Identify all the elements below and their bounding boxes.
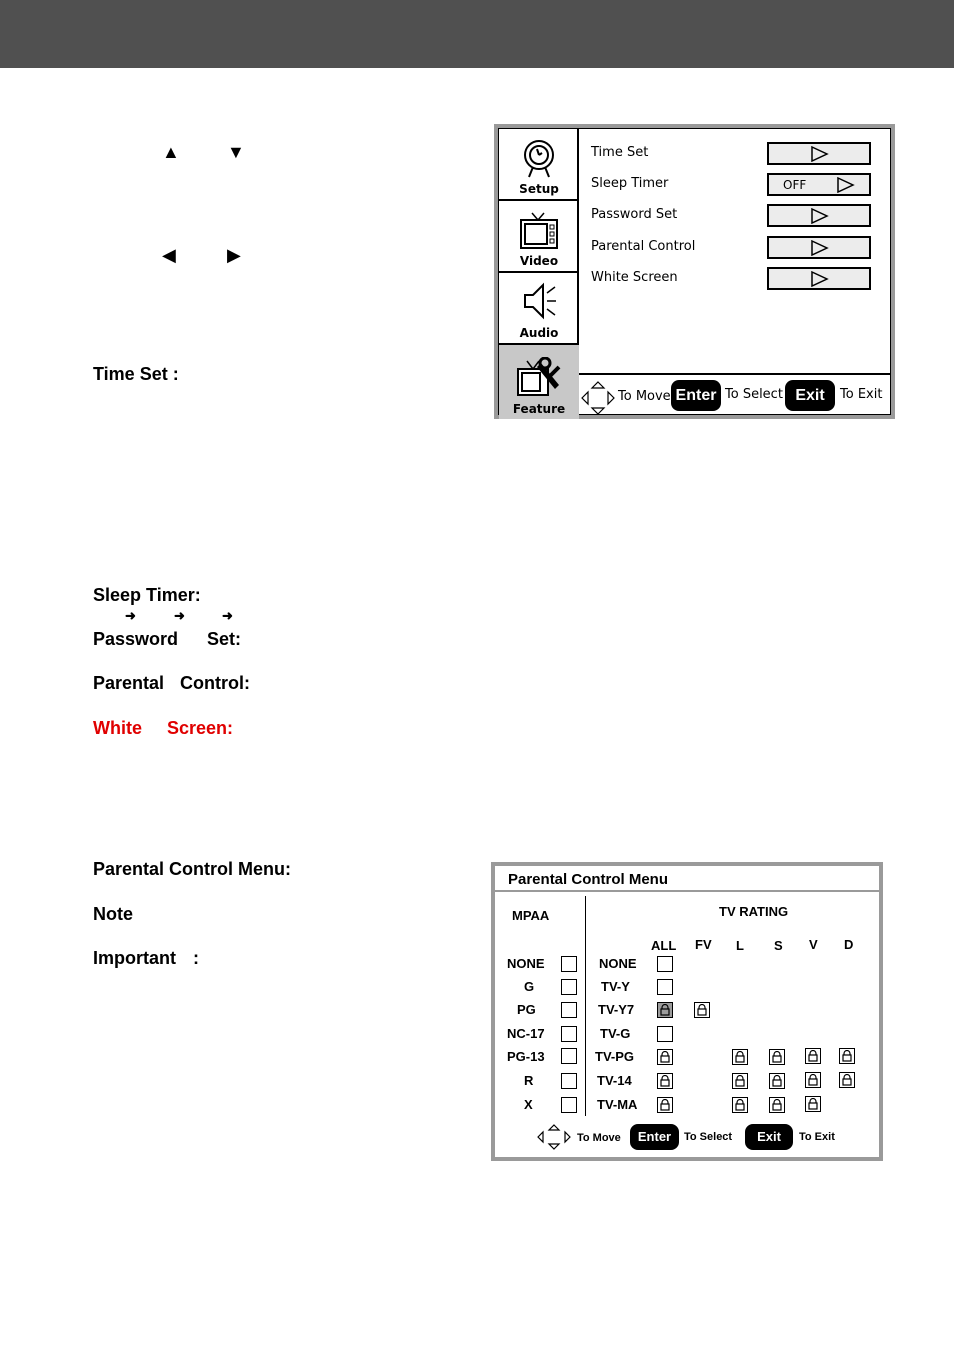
mpaa-label: X bbox=[524, 1097, 533, 1112]
sidebar-item-label: Video bbox=[519, 254, 559, 268]
mpaa-checkbox[interactable] bbox=[561, 1073, 577, 1089]
lock-icon[interactable] bbox=[657, 1002, 673, 1018]
column-divider bbox=[585, 896, 586, 1116]
footer-select-text: To Select bbox=[725, 387, 783, 402]
sidebar-item-label: Feature bbox=[512, 402, 566, 416]
mpaa-label: G bbox=[524, 979, 535, 994]
password-set-label: Password bbox=[93, 629, 179, 649]
tv-column-header: L bbox=[736, 938, 744, 953]
feature-sidebar bbox=[499, 129, 579, 414]
right-arrow-icon: ▶ bbox=[227, 245, 241, 265]
lock-icon[interactable] bbox=[805, 1048, 821, 1064]
menu-item-value-box[interactable] bbox=[767, 236, 871, 259]
tv-rating-label: TV-Y7 bbox=[598, 1002, 635, 1017]
sidebar-item-audio[interactable] bbox=[499, 273, 579, 345]
lock-icon[interactable] bbox=[769, 1049, 785, 1065]
menu-item-value-box[interactable] bbox=[767, 204, 871, 227]
tv-rating-label: TV-Y bbox=[601, 979, 630, 994]
menu-item-label: White Screen bbox=[591, 270, 678, 285]
menu-item-label: Password Set bbox=[591, 207, 678, 222]
arrow-right-icon: ➜ bbox=[222, 608, 233, 623]
play-arrow-icon bbox=[811, 208, 829, 224]
mpaa-checkbox[interactable] bbox=[561, 1048, 577, 1064]
mpaa-checkbox[interactable] bbox=[561, 1002, 577, 1018]
parental-control-label: Parental bbox=[93, 673, 165, 693]
sidebar-item-label: Setup bbox=[519, 182, 559, 196]
sidebar-item-video[interactable] bbox=[499, 201, 579, 273]
menu-row-white-screen[interactable] bbox=[591, 267, 881, 291]
mpaa-label: PG bbox=[517, 1002, 536, 1017]
tv-rating-label: TV-PG bbox=[595, 1049, 635, 1064]
up-arrow-icon: ▲ bbox=[162, 142, 180, 162]
exit-button[interactable]: Exit bbox=[785, 380, 835, 411]
lock-icon[interactable] bbox=[769, 1073, 785, 1089]
footer-exit-text: To Exit bbox=[840, 387, 883, 402]
tv-rating-label: TV-G bbox=[600, 1026, 631, 1041]
menu-row-sleep-timer[interactable] bbox=[591, 173, 881, 197]
menu-item-value: OFF bbox=[783, 178, 807, 192]
speaker-icon bbox=[519, 279, 559, 323]
setup-icon bbox=[521, 139, 557, 179]
lock-icon[interactable] bbox=[839, 1072, 855, 1088]
lock-icon[interactable] bbox=[839, 1048, 855, 1064]
menu-row-password-set[interactable] bbox=[591, 204, 881, 228]
parental-menu-title: Parental Control Menu bbox=[508, 871, 669, 888]
mpaa-label: R bbox=[524, 1073, 534, 1088]
menu-item-value-box[interactable] bbox=[767, 142, 871, 165]
footer-move-text: To Move bbox=[577, 1132, 621, 1144]
menu-item-label: Parental Control bbox=[591, 239, 696, 254]
menu-row-time-set[interactable] bbox=[591, 142, 881, 166]
tv-icon bbox=[518, 211, 560, 251]
lock-icon[interactable] bbox=[805, 1096, 821, 1112]
feature-menu-footer bbox=[579, 373, 890, 414]
lock-icon[interactable] bbox=[657, 1049, 673, 1065]
parental-control-panel bbox=[495, 866, 879, 1157]
menu-row-parental-control[interactable] bbox=[591, 236, 881, 260]
parental-control-menu-screenshot bbox=[491, 862, 883, 1161]
parental-control-menu-label: Parental Control Menu: bbox=[93, 859, 292, 879]
enter-button[interactable]: Enter bbox=[630, 1124, 679, 1150]
tv-all-checkbox[interactable] bbox=[657, 979, 673, 995]
lock-icon[interactable] bbox=[732, 1097, 748, 1113]
exit-button[interactable]: Exit bbox=[745, 1124, 793, 1150]
tv-column-header: ALL bbox=[651, 938, 677, 953]
arrow-right-icon: ➜ bbox=[174, 608, 185, 623]
menu-item-value-box[interactable] bbox=[767, 173, 871, 196]
parental-menu-title-bar bbox=[495, 866, 879, 892]
important-label: Important bbox=[93, 948, 176, 968]
note-label: Note bbox=[93, 904, 133, 924]
tv-rating-label: NONE bbox=[599, 956, 637, 971]
parental-control-label-2: Control: bbox=[180, 673, 250, 693]
lock-icon[interactable] bbox=[657, 1073, 673, 1089]
mpaa-label: NONE bbox=[507, 956, 545, 971]
mpaa-label: PG-13 bbox=[507, 1049, 545, 1064]
important-colon: : bbox=[193, 948, 199, 968]
mpaa-label: NC-17 bbox=[507, 1026, 545, 1041]
tv-rating-header: TV RATING bbox=[719, 904, 789, 919]
down-arrow-icon: ▼ bbox=[227, 142, 245, 162]
footer-exit-text: To Exit bbox=[799, 1131, 835, 1143]
password-set-label-2: Set: bbox=[207, 629, 242, 649]
lock-icon[interactable] bbox=[732, 1073, 748, 1089]
sidebar-item-setup[interactable] bbox=[499, 129, 579, 201]
arrow-right-icon: ➜ bbox=[125, 608, 136, 623]
left-arrow-icon: ◀ bbox=[162, 245, 176, 265]
mpaa-checkbox[interactable] bbox=[561, 979, 577, 995]
white-screen-label: White bbox=[93, 718, 142, 738]
tv-column-header: D bbox=[844, 937, 854, 952]
time-set-label: Time Set : bbox=[93, 364, 179, 384]
mpaa-header: MPAA bbox=[512, 908, 550, 923]
menu-item-label: Time Set bbox=[591, 145, 649, 160]
move-arrows-icon bbox=[581, 381, 615, 415]
lock-icon[interactable] bbox=[732, 1049, 748, 1065]
tv-column-header: S bbox=[774, 938, 783, 953]
play-arrow-icon bbox=[811, 146, 829, 162]
footer-select-text: To Select bbox=[684, 1131, 733, 1143]
feature-menu-screenshot bbox=[494, 124, 895, 419]
tv-all-checkbox[interactable] bbox=[657, 1026, 673, 1042]
lock-icon[interactable] bbox=[805, 1072, 821, 1088]
tv-all-checkbox[interactable] bbox=[657, 956, 673, 972]
tv-rating-label: TV-14 bbox=[597, 1073, 632, 1088]
mpaa-checkbox[interactable] bbox=[561, 956, 577, 972]
play-arrow-icon bbox=[837, 177, 855, 193]
move-arrows-icon bbox=[537, 1124, 571, 1150]
white-screen-label-2: Screen: bbox=[167, 718, 234, 738]
mpaa-checkbox[interactable] bbox=[561, 1097, 577, 1113]
menu-item-value-box[interactable] bbox=[767, 267, 871, 290]
play-arrow-icon bbox=[811, 240, 829, 256]
feature-tools-icon bbox=[515, 357, 563, 399]
footer-move-text: To Move bbox=[618, 389, 671, 404]
lock-icon[interactable] bbox=[694, 1002, 710, 1018]
header-bar bbox=[0, 0, 954, 68]
lock-icon[interactable] bbox=[657, 1097, 673, 1113]
sidebar-item-label: Audio bbox=[519, 326, 559, 340]
enter-button[interactable]: Enter bbox=[671, 380, 721, 411]
sleep-timer-label: Sleep Timer: bbox=[93, 585, 201, 605]
mpaa-checkbox[interactable] bbox=[561, 1026, 577, 1042]
lock-icon[interactable] bbox=[769, 1097, 785, 1113]
tv-rating-label: TV-MA bbox=[597, 1097, 638, 1112]
tv-column-header: V bbox=[809, 937, 818, 952]
menu-item-label: Sleep Timer bbox=[591, 176, 669, 191]
tv-column-header: FV bbox=[695, 937, 712, 952]
play-arrow-icon bbox=[811, 271, 829, 287]
sidebar-item-feature[interactable] bbox=[499, 345, 579, 419]
feature-menu-panel bbox=[498, 128, 891, 415]
